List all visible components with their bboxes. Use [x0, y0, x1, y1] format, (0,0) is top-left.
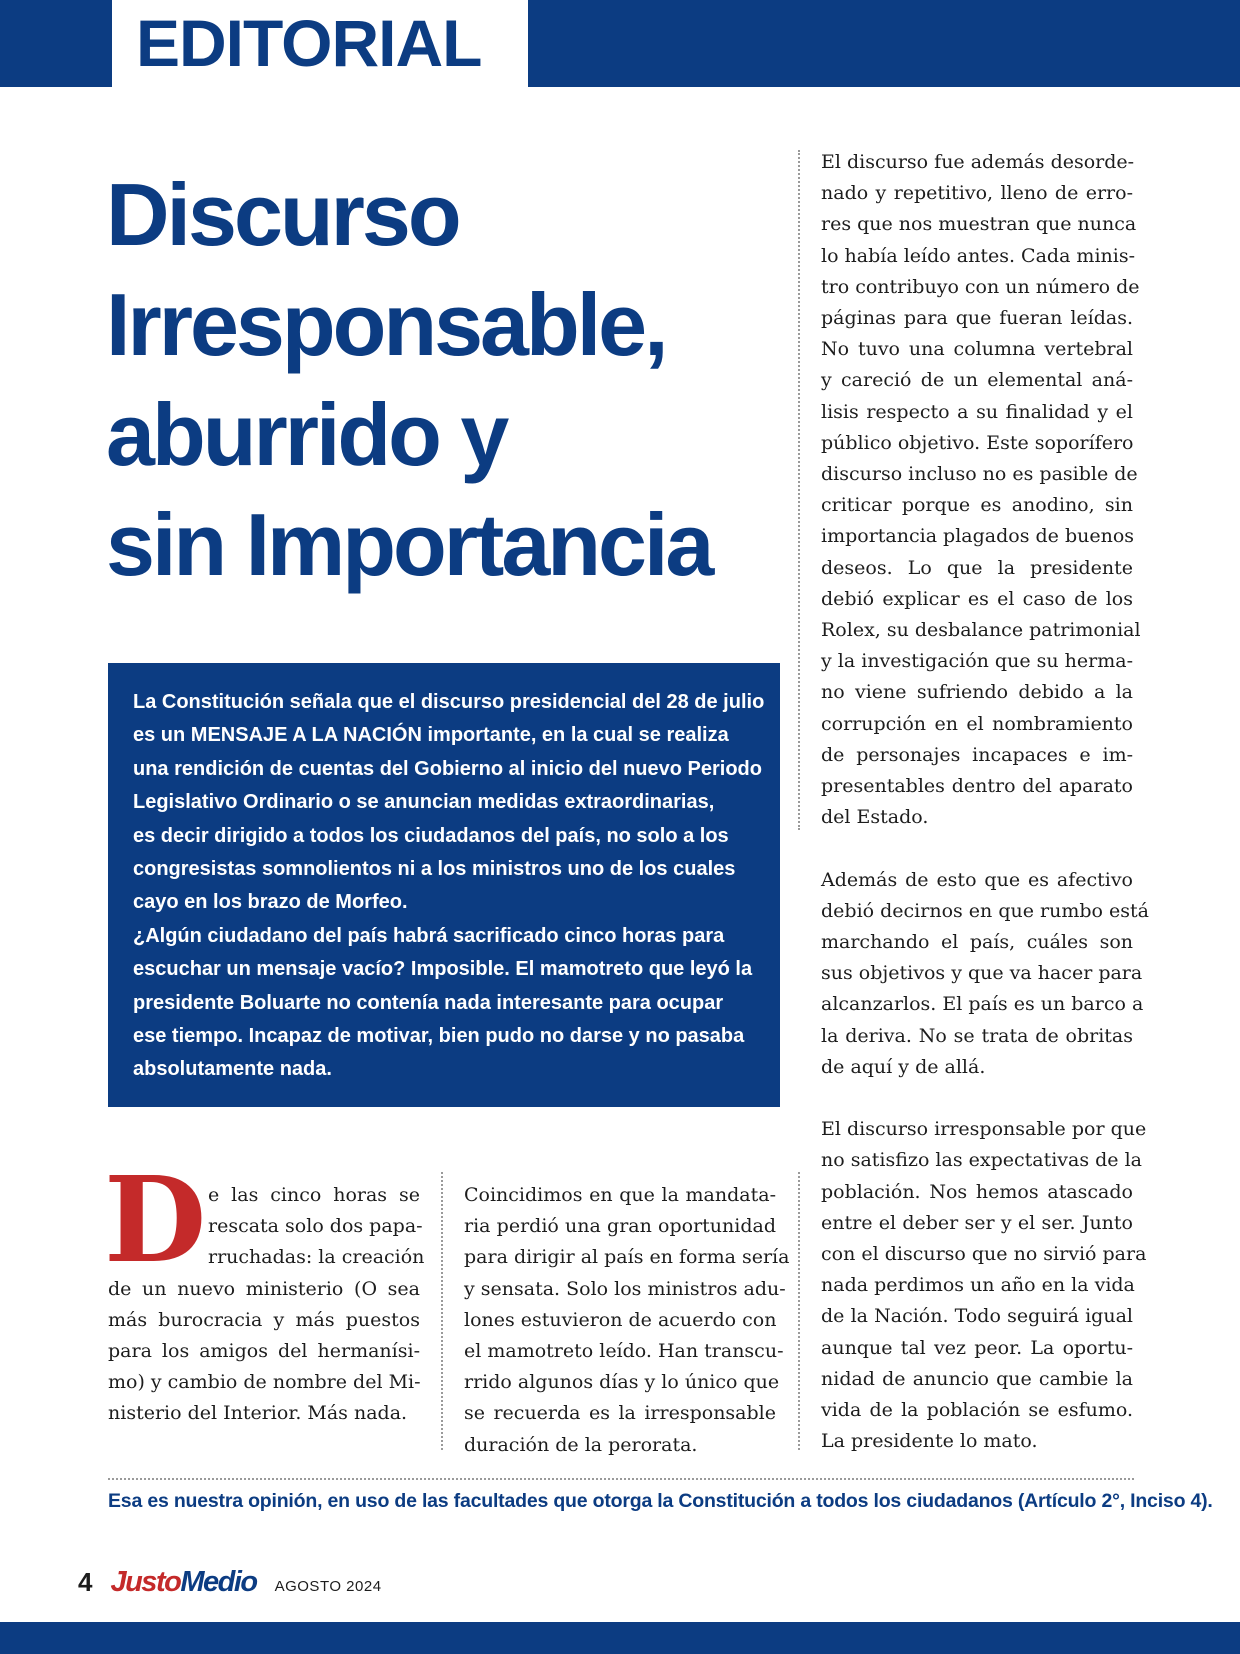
- column-line: entre el deber ser y el ser. Junto: [821, 1211, 1133, 1234]
- column-line: sus objetivos y que va hacer para: [821, 962, 1143, 985]
- column-line: para los amigos del hermanísi-: [108, 1340, 420, 1363]
- column-line: lisis respecto a su finalidad y el: [821, 400, 1133, 423]
- logo-text-justo: Justo: [110, 1566, 181, 1598]
- column-line: Coincidimos en que la mandata-: [464, 1184, 776, 1206]
- column-line: No tuvo una columna vertebral: [821, 338, 1133, 361]
- column-line: de personajes incapaces e im-: [821, 743, 1133, 766]
- callout-line: es un MENSAJE A LA NACIÓN importante, en la cual se realiza: [133, 724, 729, 747]
- page-number: 4: [78, 1567, 93, 1597]
- column-1: [108, 1180, 425, 1430]
- callout-line: cayo en los brazo de Morfeo.: [133, 891, 408, 914]
- callout-line: congresistas somnolientos ni a los ministros uno de los cuales: [133, 858, 736, 881]
- column-line: debió decirnos en que rumbo está: [821, 899, 1149, 922]
- column-line: res que nos muestran que nunca: [821, 213, 1137, 236]
- column-line: más burocracia y más puestos: [108, 1308, 420, 1331]
- section-label: EDITORIAL: [112, 0, 528, 87]
- column-line: el mamotreto leído. Han transcu-: [464, 1340, 784, 1363]
- column-line: y la investigación que su herma-: [821, 650, 1133, 673]
- column-line: rruchadas: la creación: [208, 1246, 425, 1269]
- column-line: rrido algunos días y lo único que: [464, 1371, 780, 1394]
- column-line: El discurso fue además desorde-: [821, 151, 1135, 173]
- column-line: nidad de anuncio que cambie la: [821, 1367, 1133, 1390]
- column-line: lo había leído antes. Cada minis-: [821, 244, 1136, 267]
- column-line: discurso incluso no es pasible de: [821, 463, 1138, 486]
- column-line: se recuerda es la irresponsable: [464, 1402, 776, 1425]
- drop-cap: D: [104, 1150, 207, 1289]
- page-footer: [78, 1566, 382, 1606]
- column-line: La presidente lo mato.: [821, 1430, 1038, 1453]
- column-line: Rolex, su desbalance patrimonial: [821, 619, 1141, 642]
- column-line: debió explicar es el caso de los: [821, 587, 1133, 610]
- column-line: alcanzarlos. El país es un barco a: [821, 993, 1144, 1016]
- column-line: tro contribuyo con un número de: [821, 275, 1140, 298]
- column-line: rescata solo dos papa-: [208, 1215, 423, 1238]
- callout-line: ¿Algún ciudadano del país habrá sacrificado cinco horas para: [133, 924, 725, 947]
- column-line: con el discurso que no sirvió para: [821, 1243, 1147, 1266]
- callout-line: absolutamente nada.: [133, 1058, 332, 1081]
- column-line: deseos. Lo que la presidente: [821, 556, 1133, 579]
- column-line: y careció de un elemental aná-: [821, 369, 1133, 392]
- column-line: nada perdimos un año en la vida: [821, 1274, 1135, 1297]
- column-line: El discurso irresponsable por que: [821, 1118, 1147, 1141]
- closing-statement: Esa es nuestra opinión, en uso de las facultades que otorga la Constitución a todos los ciudadanos (Artículo 2°, Inciso 4).: [108, 1490, 1213, 1512]
- column-line: vida de la población se esfumo.: [821, 1399, 1133, 1422]
- headline-line: Discurso: [106, 165, 459, 264]
- headline: [106, 160, 796, 600]
- column-line: duración de la perorata.: [464, 1433, 698, 1456]
- column-line: público objetivo. Este soporífero: [821, 431, 1134, 454]
- column-line: de la Nación. Todo seguirá igual: [821, 1305, 1133, 1328]
- column-line: de un nuevo ministerio (O sea: [108, 1277, 420, 1300]
- callout-line: ese tiempo. Incapaz de motivar, bien pudo no darse y no pasaba: [133, 1025, 745, 1048]
- column-line: corrupción en el nombramiento: [821, 712, 1133, 735]
- headline-line: aburrido y: [106, 385, 507, 484]
- column-divider: [798, 150, 800, 830]
- column-line: lones estuvieron de acuerdo con: [464, 1308, 777, 1331]
- column-line: nado y repetitivo, lleno de erro-: [821, 182, 1133, 205]
- column-line: y sensata. Solo los ministros adu-: [464, 1277, 786, 1300]
- column-divider: [798, 1172, 800, 1450]
- callout-box: [108, 663, 780, 1107]
- callout-line: es decir dirigido a todos los ciudadanos del país, no solo a los: [133, 824, 729, 847]
- column-line: no viene sufriendo debido a la: [821, 681, 1133, 704]
- column-line: marchando el país, cuáles son: [821, 931, 1133, 954]
- column-divider: [441, 1172, 443, 1450]
- column-line: importancia plagados de buenos: [821, 525, 1135, 548]
- column-line: población. Nos hemos atascado: [821, 1180, 1133, 1203]
- column-line: aunque tal vez peor. La oportu-: [821, 1336, 1133, 1359]
- column-line: nisterio del Interior. Más nada.: [108, 1402, 408, 1425]
- callout-line: presidente Boluarte no contenía nada interesante para ocupar: [133, 991, 724, 1014]
- column-line: mo) y cambio de nombre del Mi-: [108, 1371, 421, 1394]
- column-line: páginas para que fueran leídas.: [821, 307, 1133, 330]
- logo-text-medio: Medio: [180, 1566, 257, 1598]
- column-line: del Estado.: [821, 806, 929, 829]
- callout-line: La Constitución señala que el discurso presidencial del 28 de julio: [133, 691, 765, 713]
- column-line: ria perdió una gran oportunidad: [464, 1215, 776, 1238]
- column-2: [464, 1180, 790, 1461]
- column-line: no satisfizo las expectativas de la: [821, 1149, 1142, 1172]
- headline-line: Irresponsable,: [106, 275, 666, 374]
- callout-line: una rendición de cuentas del Gobierno al inicio del nuevo Periodo: [133, 757, 762, 780]
- column-line: Además de esto que es afectivo: [821, 868, 1133, 891]
- column-3: [821, 147, 1149, 1458]
- publication-logo: [110, 1566, 256, 1599]
- column-line: presentables dentro del aparato: [821, 775, 1133, 798]
- headline-line: sin Importancia: [106, 495, 712, 594]
- column-line: de aquí y de allá.: [821, 1055, 986, 1078]
- column-line: la deriva. No se trata de obritas: [821, 1024, 1133, 1047]
- callout-line: escuchar un mensaje vacío? Imposible. El mamotreto que leyó la: [133, 958, 753, 981]
- callout-line: Legislativo Ordinario o se anuncian medidas extraordinarias,: [133, 791, 715, 814]
- footer-bar: [0, 1622, 1240, 1654]
- issue-date: AGOSTO 2024: [274, 1578, 382, 1595]
- closing-divider: [108, 1478, 1134, 1480]
- column-line: para dirigir al país en forma sería: [464, 1246, 790, 1269]
- column-line: criticar porque es anodino, sin: [821, 494, 1133, 517]
- column-line: e las cinco horas se: [208, 1184, 420, 1206]
